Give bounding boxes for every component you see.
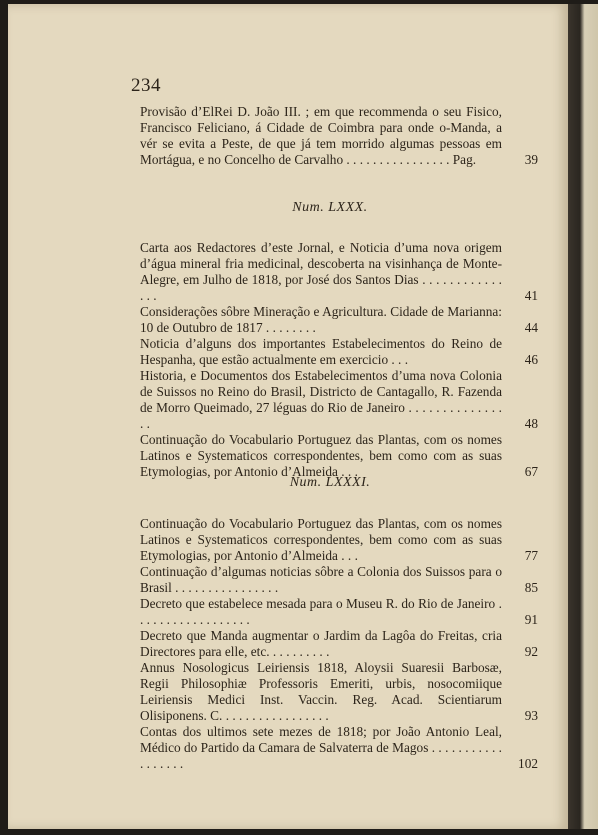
toc-entry-text: Noticia d’alguns dos importantes Estabelecimentos do Reino de Hespanha, que estão actualmente em exercicio . . . xyxy=(140,336,502,367)
toc-entry-page: 39 xyxy=(524,152,538,167)
section-heading-lxxxi: Num. LXXXI. xyxy=(289,475,371,490)
section-heading-lxxx: Num. LXXX. xyxy=(292,200,368,215)
toc-entry-page: 48 xyxy=(524,416,538,431)
toc-entry xyxy=(140,660,538,724)
toc-entry xyxy=(140,304,538,336)
toc-entry xyxy=(140,596,538,628)
intro-entry-block xyxy=(140,104,538,168)
toc-entry-page: 77 xyxy=(524,548,538,563)
toc-entry-page: 93 xyxy=(524,708,538,723)
toc-entry xyxy=(140,336,538,368)
toc-entry-text: Provisão d’ElRei D. João III. ; em que recommenda o seu Fisico, Francisco Feliciano, á Cidade de Coimbra para onde o-Manda, a vér se evita a Peste, de que já tem morrido algumas pessoas em Mortágua, e no Concelho de Carvalho . . . . . . . . . . . . . . . . Pag. xyxy=(140,104,502,167)
toc-entry xyxy=(140,628,538,660)
toc-entry-page: 44 xyxy=(524,320,538,335)
toc-entry xyxy=(140,368,538,432)
toc-entry xyxy=(140,432,538,480)
book-page xyxy=(8,4,568,829)
toc-entry-page: 91 xyxy=(524,612,538,627)
section-lxxx-list xyxy=(140,240,538,480)
toc-entry-text: Historia, e Documentos dos Estabelecimentos d’uma nova Colonia de Suissos no Reino do Brasil, Districto de Cantagallo, R. Fazenda de Morro Queimado, 27 léguas do Rio de Janeiro . . . . . . . . . . . . . . . . xyxy=(140,368,502,431)
toc-entry-text: Decreto que Manda augmentar o Jardim da Lagôa do Freitas, cria Directores para elle, etc. . . . . . . . . . xyxy=(140,628,502,659)
toc-entry-text: Considerações sôbre Mineração e Agricultura. Cidade de Marianna: 10 de Outubro de 1817 . . . . . . . . xyxy=(140,304,502,335)
book-gutter xyxy=(568,4,598,829)
toc-entry-text: Annus Nosologicus Leiriensis 1818, Aloysii Suaresii Barbosæ, Regii Philosophiæ Professoris Emeriti, urbis, nosocomiique Leiriensis Medici Inst. Vaccin. Reg. Acad. Scientiarum Olisiponens. C. . . . . . . . . . . . . . . . . xyxy=(140,660,502,723)
page-number: 234 xyxy=(131,75,161,96)
section-lxxxi-list xyxy=(140,516,538,772)
toc-entry-text: Continuação do Vocabulario Portuguez das Plantas, com os nomes Latinos e Systematicos correspondentes, bem como com as suas Etymologias, por Antonio d’Almeida . . . xyxy=(140,432,502,479)
toc-entry-page: 46 xyxy=(524,352,538,367)
toc-entry-page: 85 xyxy=(524,580,538,595)
toc-entry-page: 92 xyxy=(524,644,538,659)
toc-entry xyxy=(140,724,538,772)
toc-entry-text: Continuação do Vocabulario Portuguez das Plantas, com os nomes Latinos e Systematicos correspondentes, bem como com as suas Etymologias, por Antonio d’Almeida . . . xyxy=(140,516,502,563)
toc-entry xyxy=(140,240,538,304)
toc-entry-page: 67 xyxy=(524,464,538,479)
toc-entry-text: Continuação d’algumas noticias sôbre a Colonia dos Suissos para o Brasil . . . . . . . . . . . . . . . . xyxy=(140,564,502,595)
toc-entry xyxy=(140,564,538,596)
toc-entry-text: Carta aos Redactores d’este Jornal, e Noticia d’uma nova origem d’água mineral fria medicinal, descoberta na visinhança de Monte-Alegre, em Julho de 1818, por José dos Santos Dias . . . . . . . . . . . . . . . xyxy=(140,240,502,303)
toc-entry-text: Decreto que estabelece mesada para o Museu R. do Rio de Janeiro . . . . . . . . . . . . . . . . . . xyxy=(140,596,502,627)
toc-entry-text: Contas dos ultimos sete mezes de 1818; por João Antonio Leal, Médico do Partido da Camara de Salvaterra de Magos . . . . . . . . . . . . . . . . . . xyxy=(140,724,502,771)
toc-entry xyxy=(140,104,538,168)
toc-entry-page: 41 xyxy=(524,288,538,303)
toc-entry xyxy=(140,516,538,564)
toc-entry-page: 102 xyxy=(518,756,538,771)
